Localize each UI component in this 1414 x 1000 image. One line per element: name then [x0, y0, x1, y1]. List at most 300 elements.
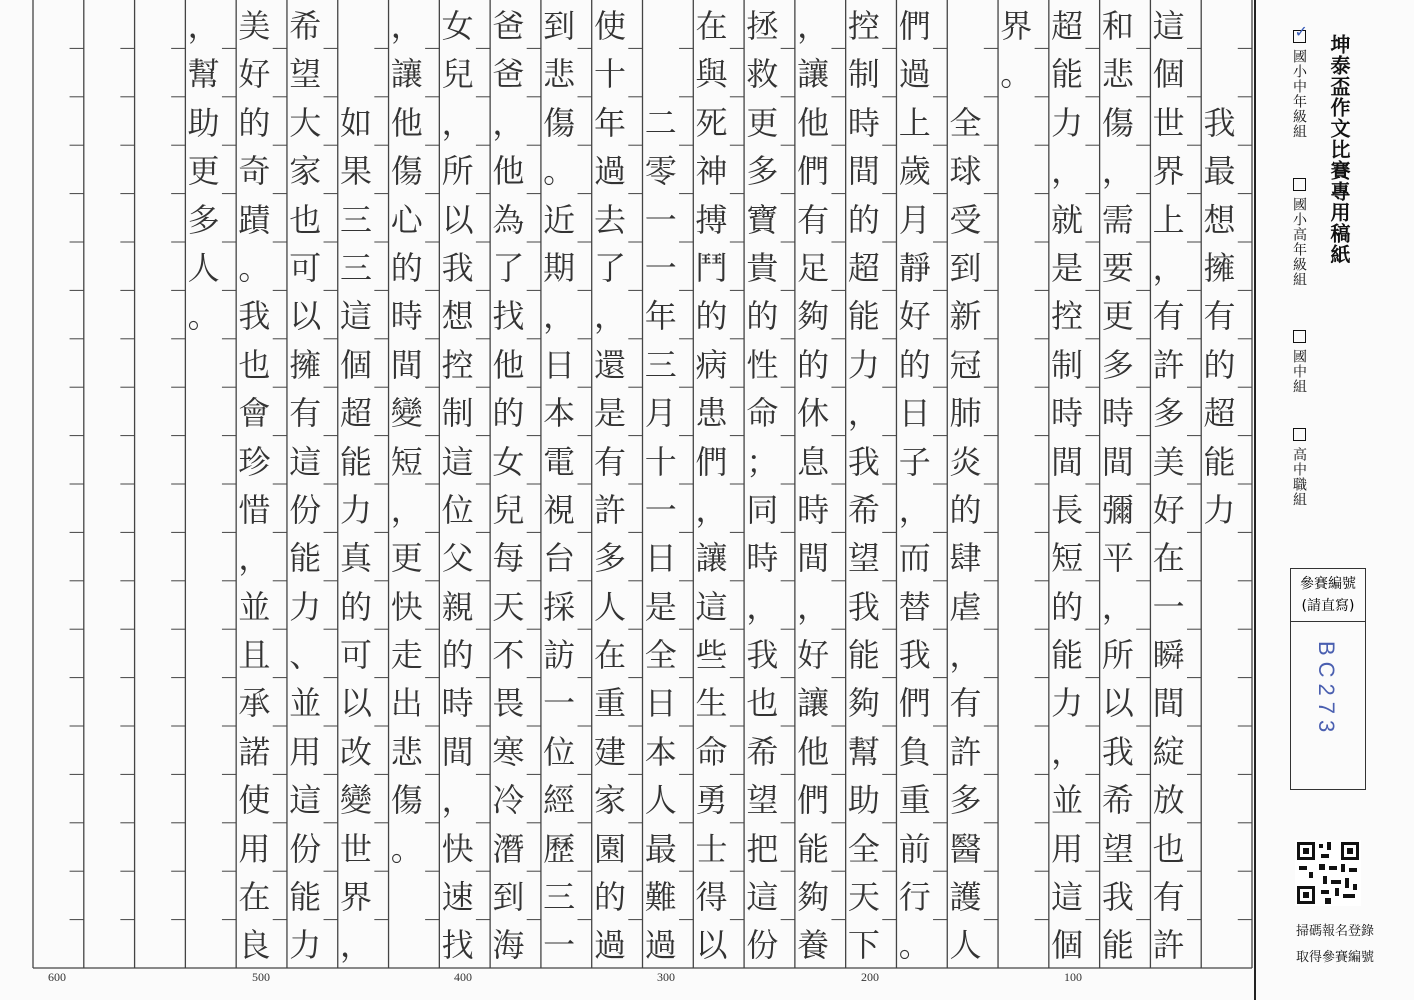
column-number-100: 100: [1064, 970, 1082, 984]
essay-column: [643, 2, 680, 970]
essay-character: 子: [898, 442, 931, 481]
essay-character: 美: [238, 7, 271, 45]
essay-character: 他: [390, 103, 423, 142]
essay-character: 個: [1051, 926, 1084, 965]
essay-column: [185, 2, 222, 341]
essay-column: [287, 2, 324, 970]
essay-character: 近: [543, 200, 576, 239]
essay-character: 幫: [847, 732, 880, 771]
essay-character: 的: [593, 878, 626, 917]
essay-character: 更: [390, 539, 423, 578]
essay-character: 找: [492, 297, 525, 336]
essay-character: 十: [593, 55, 626, 94]
essay-character: 上: [898, 103, 931, 142]
essay-character: [637, 50, 685, 98]
essay-character: 這: [1152, 7, 1185, 45]
essay-character: 重: [593, 684, 626, 723]
essay-character: 世: [340, 829, 373, 868]
essay-character: 好: [1152, 490, 1185, 529]
essay-character: 平: [1101, 539, 1134, 578]
essay-character: 力: [340, 490, 373, 529]
essay-character: 蹟: [238, 200, 271, 239]
essay-character: 虐: [949, 587, 982, 626]
essay-character: 們: [898, 684, 931, 723]
essay-character: 位: [441, 490, 474, 529]
essay-character: 間: [1152, 684, 1185, 723]
essay-character: 三: [644, 345, 677, 384]
essay-character: 十: [644, 442, 677, 481]
essay-character: 多: [187, 200, 220, 239]
essay-character: 勇: [695, 781, 728, 820]
essay-character: 快: [441, 829, 474, 868]
essay-character: ，: [898, 490, 931, 529]
essay-character: 會: [238, 394, 271, 433]
essay-character: ，: [492, 103, 525, 142]
essay-character: 每: [492, 539, 525, 578]
essay-character: 並: [289, 684, 322, 723]
essay-character: 。: [390, 829, 423, 868]
column-number-600: 600: [48, 970, 66, 984]
essay-character: 真: [340, 539, 373, 578]
essay-character: 月: [898, 200, 931, 239]
essay-character: 親: [441, 587, 474, 626]
essay-character: 海: [492, 926, 525, 965]
essay-character: 擁: [1203, 248, 1236, 287]
essay-character: 日: [543, 345, 576, 384]
essay-character: 我: [441, 248, 474, 287]
essay-character: 肆: [949, 539, 982, 578]
essay-character: [942, 50, 990, 98]
essay-character: 有: [797, 200, 830, 239]
essay-character: ，: [797, 587, 830, 626]
essay-character: 的: [898, 345, 931, 384]
category-junior-elementary[interactable]: [1289, 30, 1309, 139]
essay-character: 的: [1203, 345, 1236, 384]
essay-character: 息: [797, 442, 830, 481]
essay-character: 控: [441, 345, 474, 384]
essay-character: 美: [1152, 442, 1185, 481]
essay-character: 病: [695, 345, 728, 384]
essay-character: ，: [390, 490, 423, 529]
essay-character: 一: [543, 684, 576, 723]
essay-character: 夠: [797, 297, 830, 336]
essay-character: 想: [441, 297, 474, 336]
essay-character: 不: [492, 636, 525, 675]
category-high-school[interactable]: [1289, 428, 1309, 507]
essay-character: 奇: [238, 152, 271, 191]
essay-character: 而: [898, 539, 931, 578]
essay-character: ，: [390, 7, 423, 45]
essay-column: [338, 2, 375, 970]
essay-character: 過: [898, 55, 931, 94]
essay-character: 並: [1051, 781, 1084, 820]
essay-character: 們: [797, 781, 830, 820]
qr-code-icon[interactable]: [1295, 840, 1361, 906]
essay-character: 視: [543, 490, 576, 529]
essay-character: 改: [340, 732, 373, 771]
essay-character: 時: [441, 684, 474, 723]
essay-character: 多: [1101, 345, 1134, 384]
essay-character: 士: [695, 829, 728, 868]
essay-column: [947, 2, 984, 970]
essay-character: 希: [746, 732, 779, 771]
essay-character: 用: [238, 829, 271, 868]
essay-character: 夠: [797, 878, 830, 917]
essay-character: 天: [847, 878, 880, 917]
essay-character: 超: [340, 394, 373, 433]
essay-character: 能: [1051, 636, 1084, 675]
essay-character: 制: [847, 55, 880, 94]
essay-character: 這: [289, 781, 322, 820]
essay-character: 全: [847, 829, 880, 868]
essay-character: 我: [1101, 732, 1134, 771]
category-label: 國中組: [1291, 349, 1307, 394]
essay-character: 能: [1051, 55, 1084, 94]
essay-character: 命: [746, 394, 779, 433]
essay-character: 在: [1152, 539, 1185, 578]
essay-character: 能: [289, 878, 322, 917]
essay-character: 採: [543, 587, 576, 626]
essay-character: 也: [238, 345, 271, 384]
essay-character: 他: [492, 345, 525, 384]
essay-character: 零: [644, 152, 677, 191]
essay-character: 與: [695, 55, 728, 94]
essay-character: 綻: [1152, 732, 1185, 771]
essay-character: 速: [441, 878, 474, 917]
essay-character: 經: [543, 781, 576, 820]
category-label: 國小中年級組: [1291, 49, 1307, 139]
essay-character: 替: [898, 587, 931, 626]
essay-character: 的: [441, 636, 474, 675]
essay-character: ，: [441, 103, 474, 142]
entry-header-line2: (請直寫): [1301, 598, 1355, 614]
essay-character: 時: [847, 103, 880, 142]
essay-character: 能: [847, 297, 880, 336]
essay-character: 我: [847, 442, 880, 481]
essay-character: 力: [847, 345, 880, 384]
essay-character: 。: [543, 152, 576, 191]
essay-character: 新: [949, 297, 982, 336]
essay-character: 夠: [847, 684, 880, 723]
essay-character: 讓: [390, 55, 423, 94]
essay-column: [998, 2, 1035, 99]
essay-character: 歲: [898, 152, 931, 191]
essay-character: 在: [695, 7, 728, 45]
essay-character: 我: [847, 587, 880, 626]
essay-character: 們: [695, 442, 728, 481]
essay-character: 足: [797, 248, 830, 287]
essay-character: 到: [543, 7, 576, 45]
essay-character: 三: [340, 200, 373, 239]
essay-character: 的: [492, 394, 525, 433]
essay-character: 家: [593, 781, 626, 820]
essay-character: ，: [238, 539, 271, 578]
essay-character: 他: [492, 152, 525, 191]
essay-character: 傷: [390, 781, 423, 820]
essay-character: 悲: [1101, 55, 1134, 94]
essay-character: 助: [187, 103, 220, 142]
essay-character: 全: [949, 103, 982, 142]
essay-character: 兒: [441, 55, 474, 94]
essay-character: 他: [797, 103, 830, 142]
essay-character: 還: [593, 345, 626, 384]
essay-character: ，: [847, 394, 880, 433]
essay-character: 多: [1152, 394, 1185, 433]
essay-character: 這: [441, 442, 474, 481]
checkbox-icon[interactable]: [1293, 30, 1306, 43]
essay-character: 上: [1152, 200, 1185, 239]
essay-character: 心: [390, 200, 423, 239]
column-number-300: 300: [657, 970, 675, 984]
essay-character: 變: [390, 394, 423, 433]
essay-character: 助: [847, 781, 880, 820]
essay-character: 女: [492, 442, 525, 481]
essay-character: 時: [797, 490, 830, 529]
essay-character: 最: [1203, 152, 1236, 191]
essay-character: 希: [1101, 781, 1134, 820]
essay-character: ，: [441, 781, 474, 820]
essay-character: 的: [949, 490, 982, 529]
essay-character: 一: [644, 490, 677, 529]
essay-character: 讓: [695, 539, 728, 578]
essay-character: 重: [898, 781, 931, 820]
essay-character: 了: [593, 248, 626, 287]
essay-character: 瞬: [1152, 636, 1185, 675]
essay-character: 用: [289, 732, 322, 771]
essay-character: ，: [1101, 587, 1134, 626]
essay-character: 力: [289, 587, 322, 626]
essay-character: 患: [695, 394, 728, 433]
essay-character: 期: [543, 248, 576, 287]
essay-character: 、: [289, 636, 322, 675]
essay-character: 讓: [797, 55, 830, 94]
essay-character: 潛: [492, 829, 525, 868]
essay-character: 望: [1101, 829, 1134, 868]
essay-character: 許: [949, 732, 982, 771]
essay-character: 以: [695, 926, 728, 965]
essay-character: 用: [1051, 829, 1084, 868]
essay-character: 間: [1101, 442, 1134, 481]
essay-character: 天: [492, 587, 525, 626]
essay-character: 養: [797, 926, 830, 965]
essay-character: 能: [797, 829, 830, 868]
essay-character: 份: [289, 829, 322, 868]
essay-character: 過: [644, 926, 677, 965]
essay-character: 更: [187, 152, 220, 191]
essay-character: 這: [695, 587, 728, 626]
essay-character: 的: [390, 248, 423, 287]
essay-character: ，: [543, 297, 576, 336]
essay-character: 爸: [492, 7, 525, 45]
essay-character: 以: [340, 684, 373, 723]
essay-character: 長: [1051, 490, 1084, 529]
essay-character: 拯: [746, 7, 779, 45]
essay-character: 個: [340, 345, 373, 384]
essay-character: 這: [340, 297, 373, 336]
essay-character: 間: [1051, 442, 1084, 481]
essay-character: 出: [390, 684, 423, 723]
essay-character: 。: [898, 926, 931, 965]
essay-character: 的: [797, 345, 830, 384]
essay-character: 世: [1152, 103, 1185, 142]
essay-column: [1049, 2, 1086, 970]
essay-character: 救: [746, 55, 779, 94]
essay-character: 他: [797, 732, 830, 771]
essay-character: 前: [898, 829, 931, 868]
essay-character: 一: [1152, 587, 1185, 626]
essay-character: 能: [847, 636, 880, 675]
column-number-400: 400: [454, 970, 472, 984]
essay-character: 時: [390, 297, 423, 336]
essay-character: 炎: [949, 442, 982, 481]
essay-character: 。: [1000, 55, 1033, 94]
essay-character: 好: [238, 55, 271, 94]
essay-character: 死: [695, 103, 728, 142]
essay-character: 並: [238, 587, 271, 626]
essay-character: 也: [289, 200, 322, 239]
essay-character: 的: [238, 103, 271, 142]
essay-character: 希: [847, 490, 880, 529]
essay-character: 制: [441, 394, 474, 433]
essay-character: ，: [949, 636, 982, 675]
essay-character: 家: [289, 152, 322, 191]
essay-character: 些: [695, 636, 728, 675]
essay-character: [332, 50, 380, 98]
category-label: 國小高年級組: [1291, 197, 1307, 287]
essay-character: 月: [644, 394, 677, 433]
essay-character: 三: [543, 878, 576, 917]
essay-character: 更: [1101, 297, 1134, 336]
essay-character: 果: [340, 152, 373, 191]
essay-character: 位: [543, 732, 576, 771]
essay-character: 希: [289, 7, 322, 45]
essay-character: 一: [644, 248, 677, 287]
essay-character: 日: [644, 539, 677, 578]
essay-character: 我: [898, 636, 931, 675]
essay-character: 就: [1051, 200, 1084, 239]
essay-character: 需: [1101, 200, 1134, 239]
essay-character: 是: [1051, 248, 1084, 287]
essay-character: 望: [746, 781, 779, 820]
essay-character: 護: [949, 878, 982, 917]
essay-character: 界: [340, 878, 373, 917]
essay-character: 短: [390, 442, 423, 481]
essay-character: 休: [797, 394, 830, 433]
essay-character: 以: [289, 297, 322, 336]
essay-character: 如: [340, 103, 373, 142]
essay-character: 受: [949, 200, 982, 239]
essay-character: 人: [949, 926, 982, 965]
essay-character: 短: [1051, 539, 1084, 578]
checkbox-icon[interactable]: [1293, 178, 1306, 191]
essay-character: ，: [797, 7, 830, 45]
essay-character: 是: [644, 587, 677, 626]
essay-character: 時: [1101, 394, 1134, 433]
essay-character: 以: [1101, 684, 1134, 723]
essay-character: 能: [340, 442, 373, 481]
essay-character: 好: [898, 297, 931, 336]
essay-character: 諾: [238, 732, 271, 771]
essay-character: 變: [340, 781, 373, 820]
essay-character: 的: [695, 297, 728, 336]
checkbox-icon[interactable]: [1293, 330, 1306, 343]
essay-character: 走: [390, 636, 423, 675]
essay-character: 這: [1051, 878, 1084, 917]
essay-character: 可: [289, 248, 322, 287]
essay-character: 份: [289, 490, 322, 529]
essay-character: 這: [289, 442, 322, 481]
essay-character: 許: [1152, 926, 1185, 965]
essay-character: 貴: [746, 248, 779, 287]
essay-character: 的: [1051, 587, 1084, 626]
category-junior-high[interactable]: [1289, 330, 1309, 394]
category-label: 高中職組: [1291, 447, 1307, 507]
essay-character: 控: [1051, 297, 1084, 336]
essay-character: 悲: [390, 732, 423, 771]
entry-header-line1: 參賽編號: [1300, 576, 1356, 592]
essay-character: ，: [187, 7, 220, 45]
essay-character: 快: [390, 587, 423, 626]
essay-character: 冷: [492, 781, 525, 820]
essay-character: ，: [746, 587, 779, 626]
essay-character: 行: [898, 878, 931, 917]
category-senior-elementary[interactable]: [1289, 178, 1309, 287]
essay-character: 得: [695, 878, 728, 917]
essay-column: [1201, 2, 1238, 534]
essay-character: 彌: [1101, 490, 1134, 529]
essay-character: 過: [593, 926, 626, 965]
essay-character: 最: [644, 829, 677, 868]
essay-character: 間: [390, 345, 423, 384]
essay-character: 台: [543, 539, 576, 578]
essay-character: 建: [593, 732, 626, 771]
essay-column: [846, 2, 883, 970]
essay-column: [592, 2, 629, 970]
essay-character: 。: [238, 248, 271, 287]
essay-column: [1150, 2, 1187, 970]
essay-character: 下: [847, 926, 880, 965]
essay-character: 時: [746, 539, 779, 578]
essay-character: 界: [1152, 152, 1185, 191]
essay-character: 超: [847, 248, 880, 287]
essay-character: 悲: [543, 55, 576, 94]
essay-character: 冠: [949, 345, 982, 384]
essay-character: 。: [187, 297, 220, 336]
essay-character: 們: [898, 7, 931, 45]
essay-character: 的: [746, 297, 779, 336]
essay-character: ，: [1152, 248, 1185, 287]
checkbox-icon[interactable]: [1293, 428, 1306, 441]
essay-character: 傷: [1101, 103, 1134, 142]
essay-character: 力: [1051, 684, 1084, 723]
essay-character: 去: [593, 200, 626, 239]
qr-note-entry: 取得參賽編號: [1295, 950, 1374, 965]
essay-character: 找: [441, 926, 474, 965]
essay-character: 間: [441, 732, 474, 771]
essay-character: 讓: [797, 684, 830, 723]
entry-number-box[interactable]: [1290, 568, 1366, 790]
essay-character: [637, 2, 685, 50]
qr-note-register: 掃碼報名登錄: [1295, 924, 1374, 939]
essay-character: 望: [289, 55, 322, 94]
essay-character: 球: [949, 152, 982, 191]
essay-character: 和: [1101, 7, 1134, 45]
essay-character: 擁: [289, 345, 322, 384]
essay-character: [332, 2, 380, 50]
essay-character: 醫: [949, 829, 982, 868]
essay-character: ，: [695, 490, 728, 529]
essay-character: 神: [695, 152, 728, 191]
